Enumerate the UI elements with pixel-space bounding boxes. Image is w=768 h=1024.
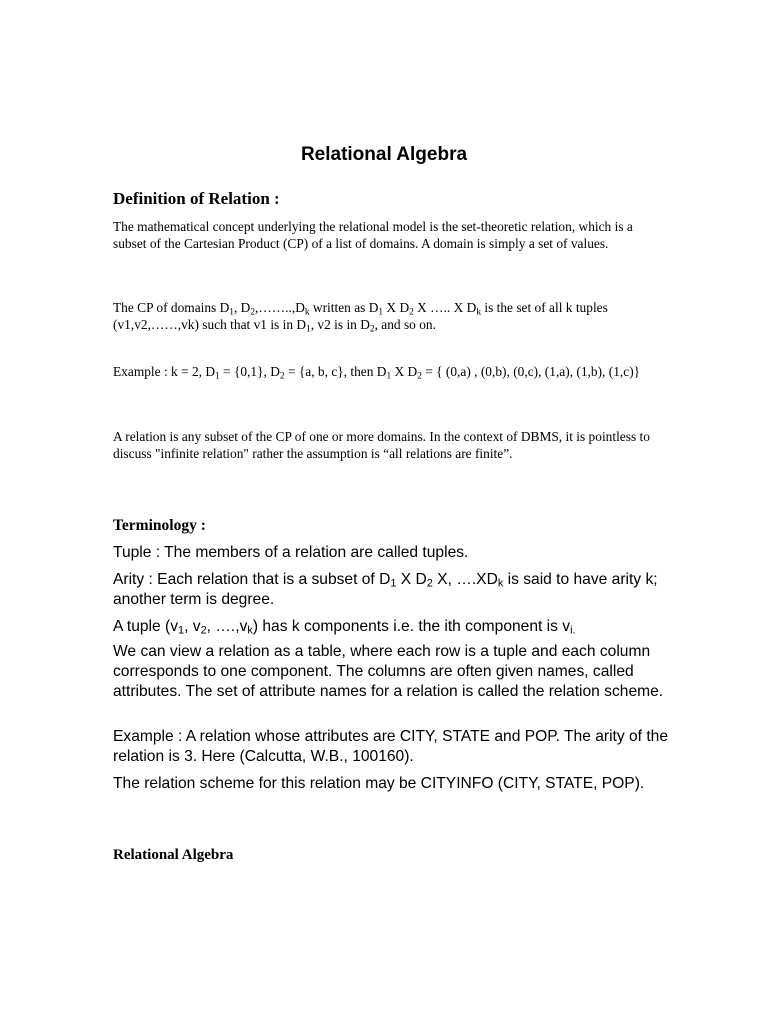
relational-algebra-heading: Relational Algebra bbox=[113, 847, 234, 863]
page-title: Relational Algebra bbox=[300, 144, 468, 165]
terminology-scheme: The relation scheme for this relation may be CITYINFO (CITY, STATE, POP). bbox=[113, 775, 645, 792]
terminology-heading: Terminology : bbox=[113, 517, 206, 534]
definition-example: Example : k = 2, $D_1 = \{0,1\}$, $D_2 = \{a$, b, c}, then $D_1$ X $D_2$ = { (0,a) , (0,b), (0,c), (1,a), (1,b), (1,c)} bbox=[113, 364, 641, 382]
definition-paragraph-4: A relation is any subset of the CP of one or more domains. In the context of DBMS, it is pointless to discuss "infinite relation" rather the assumption is “all relations are finite”. bbox=[113, 429, 650, 461]
definition-heading: Definition of Relation : bbox=[113, 189, 280, 208]
terminology-tuple: Tuple : The members of a relation are called tuples. bbox=[113, 544, 469, 561]
terminology-table-view: We can view a relation as a table, where each row is a tuple and each column corresponds to one component. The columns are often given names, called attributes. The set of attribute names for a relation is called the relation scheme. bbox=[113, 643, 664, 700]
definition-paragraph-2: The CP of domains $D_1$, $D_2,\dots\dots..,D_k$ written as $D_1$ X $D_2$ X ….. X $D_k$ is the set of all k tuples (v1,v2,……,vk) such that v1 is in $D_1$, v2 is in $D_2$, and so on. bbox=[113, 300, 608, 335]
definition-paragraph-1: The mathematical concept underlying the relational model is the set-theoretic relation, which is a subset of the Cartesian Product (CP) of a list of domains. A domain is simply a set of values. bbox=[113, 219, 633, 251]
terminology-example: Example : A relation whose attributes are CITY, STATE and POP. The arity of the relation is 3. Here (Calcutta, W.B., 100160). bbox=[113, 728, 669, 765]
terminology-components: A tuple ($v_1$, $v_2$, $\dots.,v_k$) has k components i.e. the ith component is $v_{i.}$ bbox=[113, 618, 576, 637]
terminology-arity: Arity : Each relation that is a subset of $D_1$ X $D_2$ X, $\dots.XD_k$ is said to have arity k; another term is degree. bbox=[113, 571, 658, 608]
